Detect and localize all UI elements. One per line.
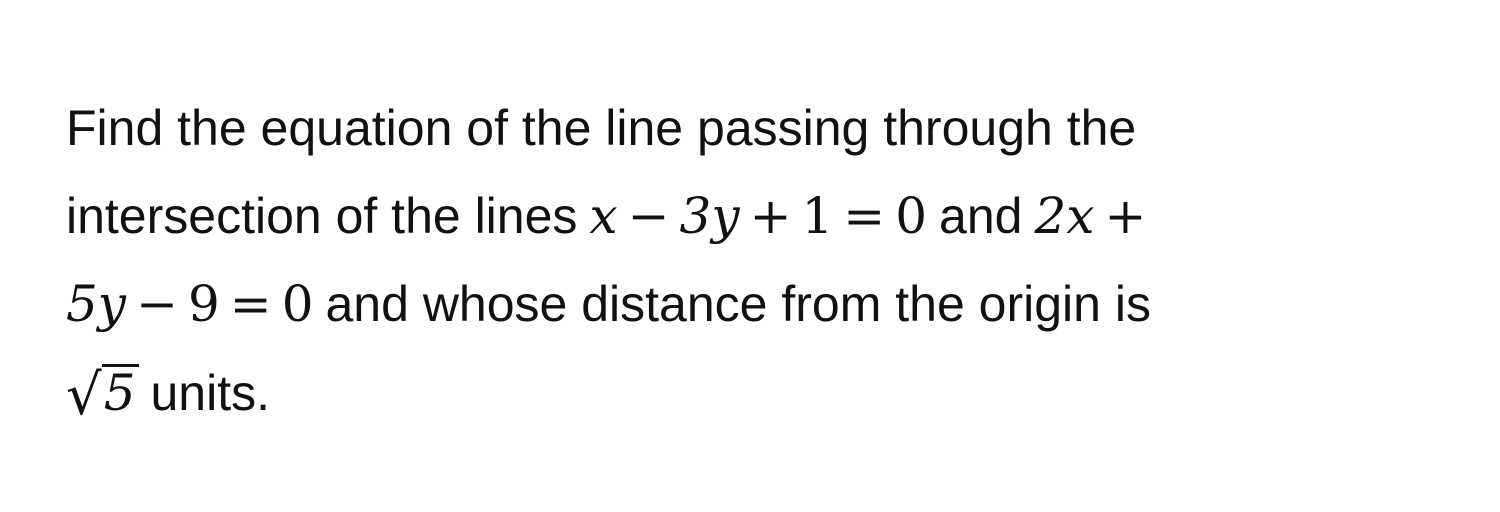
equation-line-1	[589, 187, 927, 245]
equation-line-2-start	[1034, 187, 1156, 245]
eq1-const: 1	[801, 187, 834, 245]
problem-line-3	[66, 260, 1151, 348]
equation-line-2-end	[66, 275, 314, 333]
eq1-term-x: x	[589, 187, 618, 245]
radical-sign: √	[66, 363, 102, 428]
line-4-text: units.	[150, 365, 271, 421]
line-2-text-and: and	[939, 188, 1023, 244]
eq2-zero: 0	[281, 275, 314, 333]
eq2-equals: =	[229, 275, 272, 333]
eq1-plus: +	[749, 187, 792, 245]
radicand: 5	[102, 364, 139, 419]
problem-line-2	[66, 172, 1156, 260]
problem-line-1	[66, 84, 1136, 172]
problem-line-4	[66, 348, 270, 436]
line-1-text: Find the equation of the line passing through the	[66, 100, 1137, 156]
eq1-zero: 0	[895, 187, 928, 245]
eq1-term-3y: 3y	[679, 187, 740, 245]
eq2-plus: +	[1104, 187, 1147, 245]
eq2-term-2x: 2x	[1034, 187, 1095, 245]
eq2-term-5y: 5y	[66, 275, 127, 333]
square-root-expression	[66, 348, 139, 437]
line-3-text: and whose distance from the origin is	[325, 276, 1151, 332]
eq2-minus: −	[136, 275, 178, 333]
eq2-const: 9	[187, 275, 220, 333]
eq1-equals: =	[843, 187, 886, 245]
line-2-text-intro: intersection of the lines	[66, 188, 578, 244]
eq1-minus: −	[627, 187, 670, 245]
